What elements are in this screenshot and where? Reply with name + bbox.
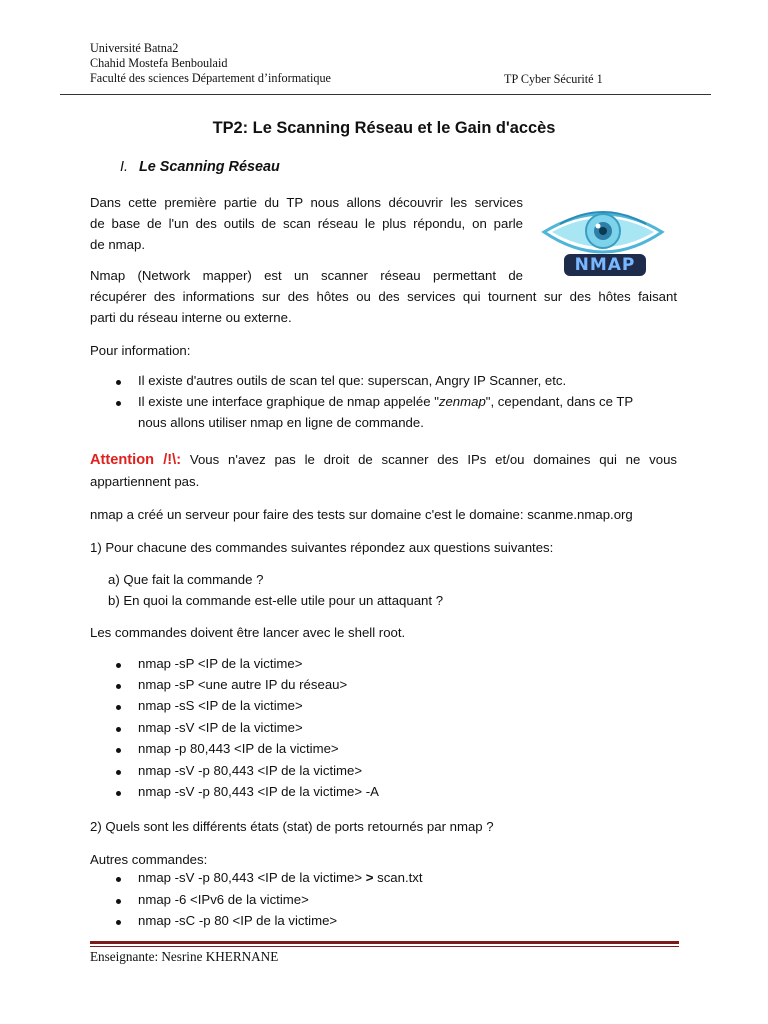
bullet-icon [116,899,121,904]
bullet-icon [116,770,121,775]
question-2: 2) Quels sont les différents états (stat) de ports retournés par nmap ? [90,819,494,834]
question-1: 1) Pour chacune des commandes suivantes répondez aux questions suivantes: [90,540,554,555]
bullet-icon [116,401,121,406]
bullet-icon [116,380,121,385]
bullet-icon [116,920,121,925]
footer-divider-thick [90,941,679,944]
sub-question-a: a) Que fait la commande ? [108,572,264,587]
intro-line-2: de base de l'un des outils de scan réseau le plus répondu, on parle [90,216,523,231]
bullet-icon [116,684,121,689]
header-faculty: Faculté des sciences Département d’informatique [90,71,331,85]
section-number: I. [120,159,128,175]
attention-line-2: appartiennent pas. [90,474,200,489]
header-university: Université Batna2 [90,41,179,55]
root-note: Les commandes doivent être lancer avec le shell root. [90,625,406,640]
nmap-desc-line-2: récupérer des informations sur des hôtes ou des services qui tournent sur des hôtes faisant [90,289,677,304]
bullet-icon [116,727,121,732]
footer-divider-thin [90,946,679,947]
server-note: nmap a créé un serveur pour faire des tests sur domaine c'est le domaine: scanme.nmap.org [90,507,633,522]
bullet-icon [116,748,121,753]
bullet-icon [116,877,121,882]
header-course: TP Cyber Sécurité 1 [504,72,603,86]
nmap-desc-line-3: parti du réseau interne ou externe. [90,310,292,325]
intro-line-3: de nmap. [90,237,145,252]
intro-line-1: Dans cette première partie du TP nous allons découvrir les services [90,195,523,210]
nmap-logo-badge [564,254,646,276]
bullet-icon [116,791,121,796]
footer-teacher: Enseignante: Nesrine KHERNANE [90,949,279,964]
bullet-icon [116,705,121,710]
page-title: TP2: Le Scanning Réseau et le Gain d'accès [212,119,556,137]
zenmap-emphasis: zenmap [438,394,486,409]
nmap-logo-text: NMAP [574,255,636,275]
bullet-icon [116,663,121,668]
section-title: Le Scanning Réseau [139,159,280,175]
nmap-desc-line-1: Nmap (Network mapper) est un scanner réseau permettant de [90,268,523,283]
redirect-symbol: > [365,870,374,885]
header-divider [60,94,711,95]
sub-question-b: b) En quoi la commande est-elle utile pour un attaquant ? [108,593,444,608]
attention-label: Attention /!\: [90,452,182,468]
attention-line-1: Attention /!\: Vous n'avez pas le droit de scanner des IPs et/ou domaines qui ne vous [90,452,678,468]
nmap-logo [540,202,666,280]
header-university-name: Chahid Mostefa Benboulaid [90,56,228,70]
info-label: Pour information: [90,343,191,358]
other-commands-label: Autres commandes: [90,852,208,867]
